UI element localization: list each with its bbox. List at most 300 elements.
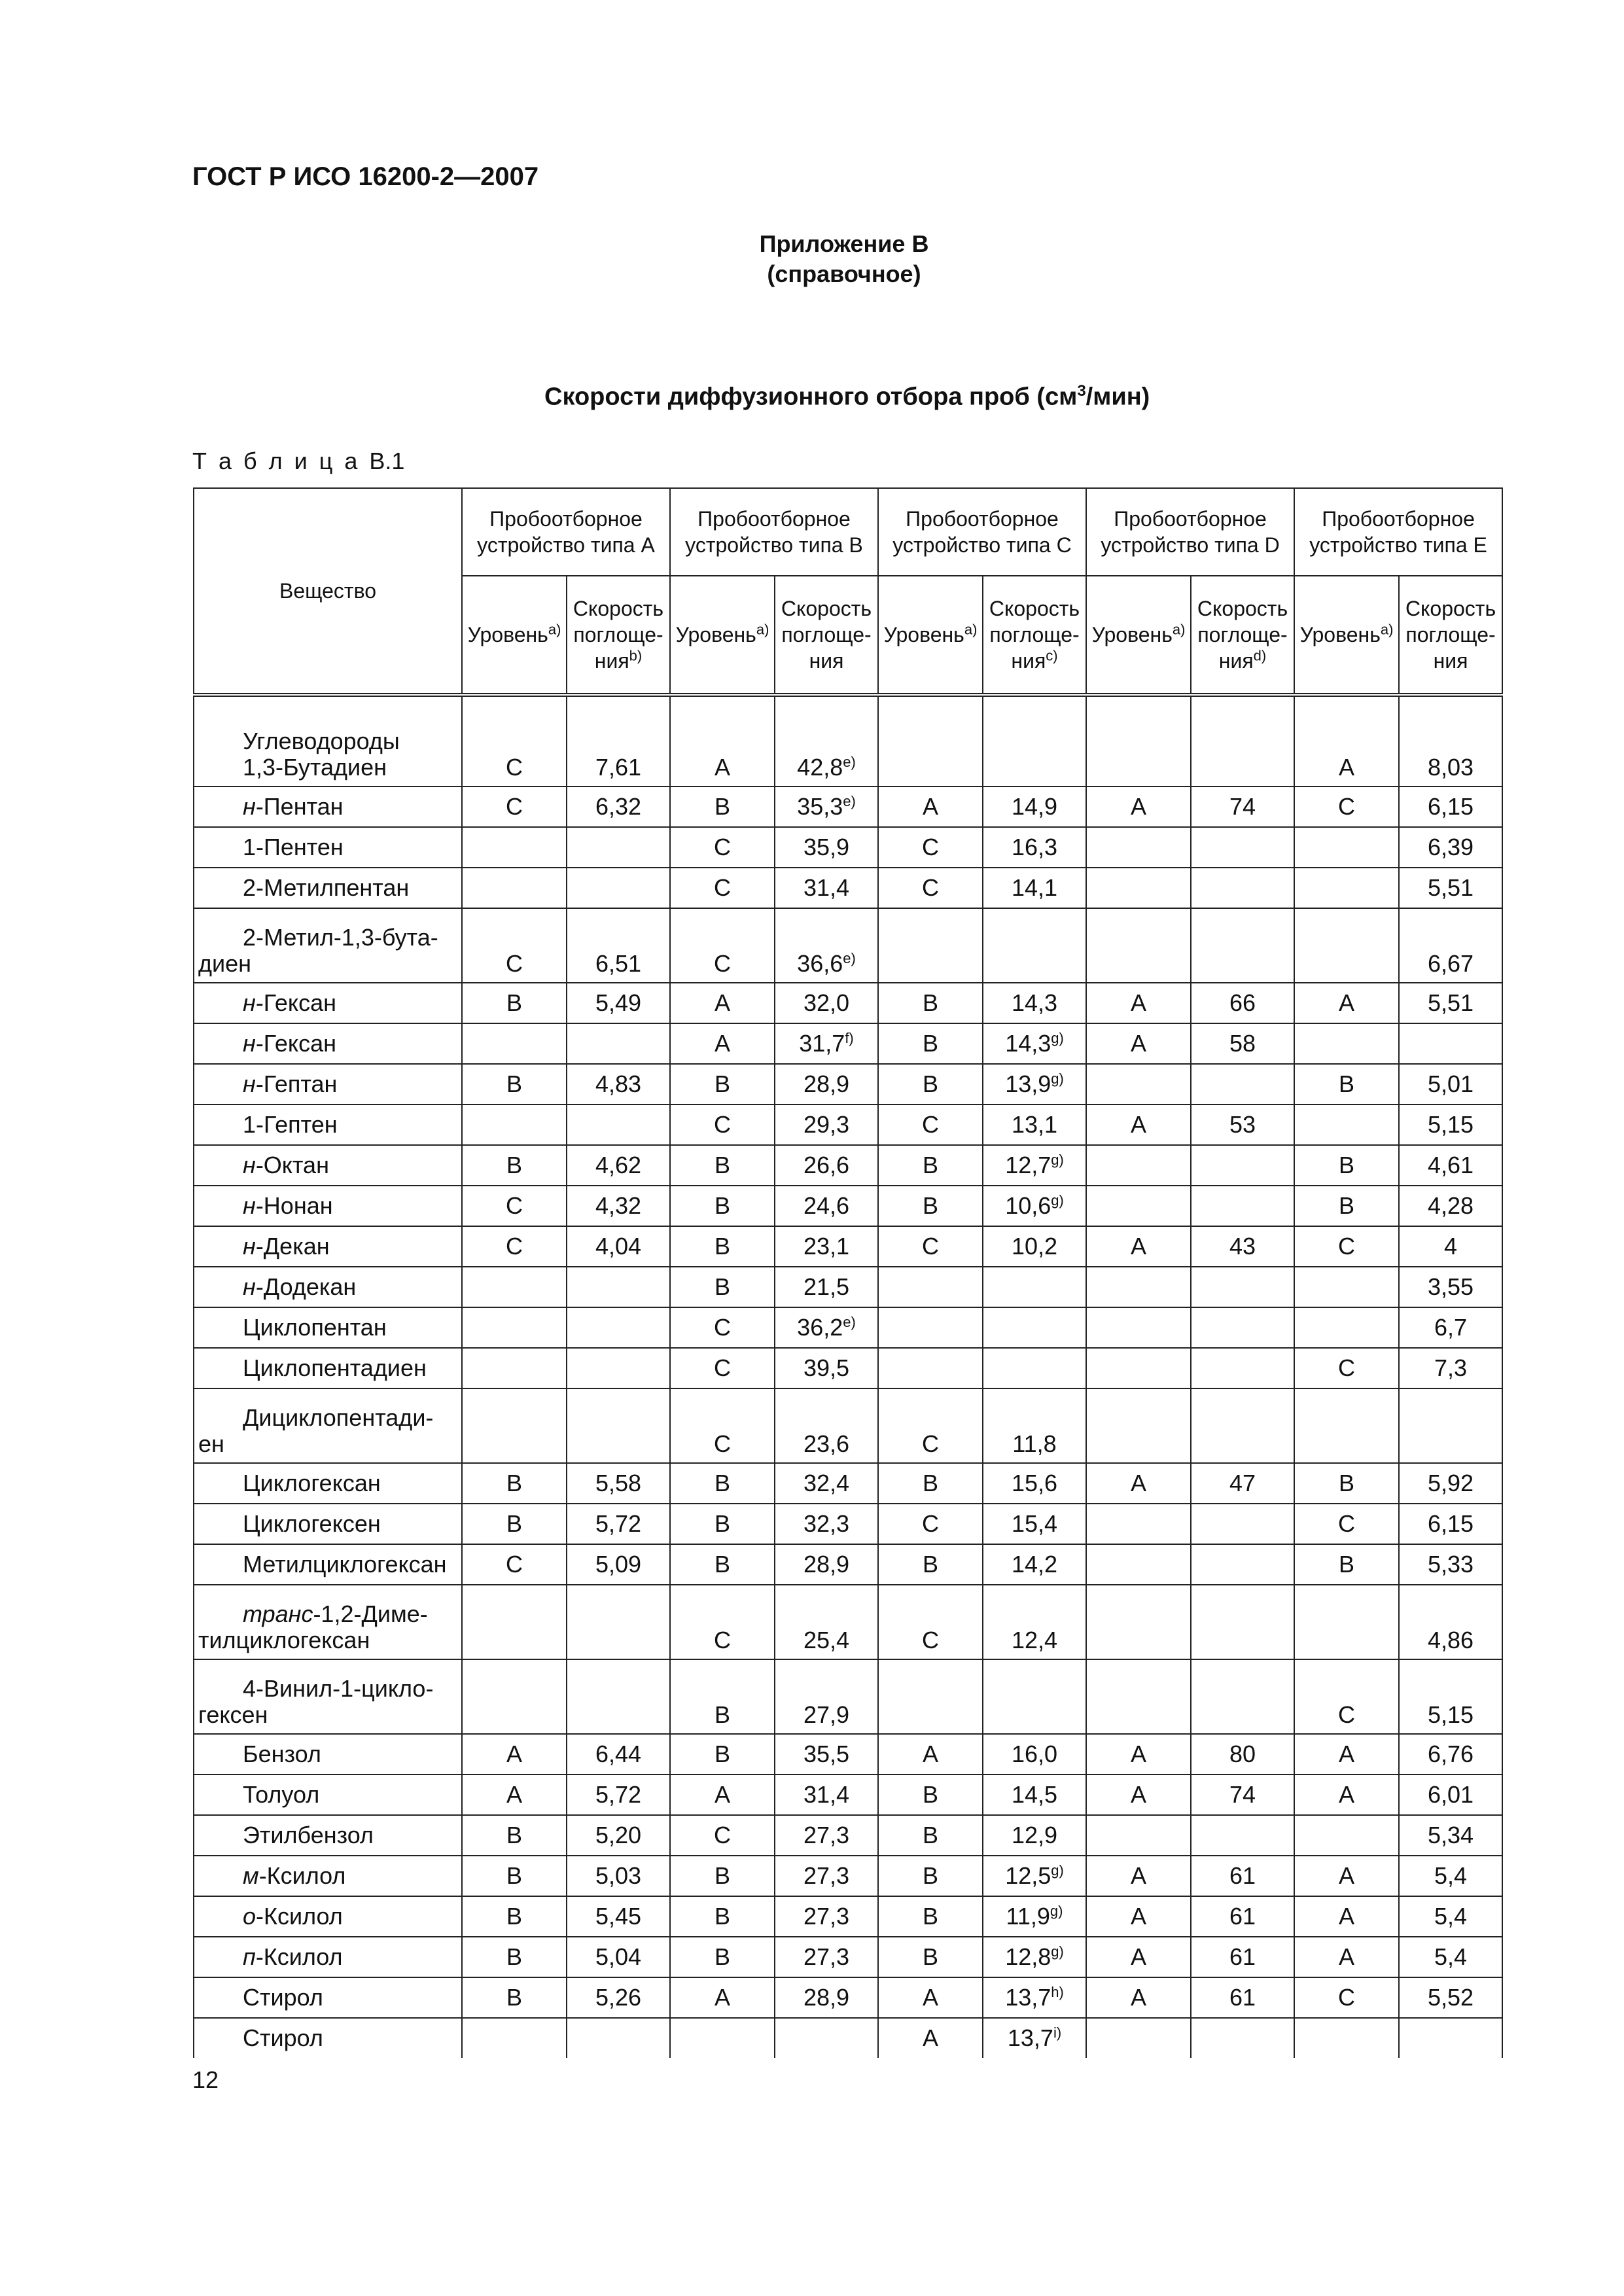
level-cell: [1294, 1307, 1399, 1348]
rate-cell: 47: [1191, 1463, 1294, 1504]
substance-name: н-Гексан: [194, 983, 462, 1023]
level-cell: B: [670, 1544, 775, 1585]
level-cell: B: [878, 1463, 983, 1504]
level-cell: A: [1294, 1937, 1399, 1977]
rate-cell: 4: [1399, 1226, 1502, 1267]
rate-cell: 12,7$^{g)}$: [983, 1145, 1086, 1186]
substance-name: Стирол: [194, 1977, 462, 2018]
rate-cell: 13,1: [983, 1104, 1086, 1145]
table-row: [194, 1937, 1502, 1977]
level-cell: C: [670, 908, 775, 983]
level-cell: C: [462, 786, 567, 827]
rate-cell: 80: [1191, 1734, 1294, 1775]
level-cell: B: [462, 1463, 567, 1504]
table-row: [194, 1267, 1502, 1307]
rate-cell: 5,52: [1399, 1977, 1502, 2018]
rate-cell: 31,7$^{f)}$: [775, 1023, 878, 1064]
level-cell: A: [1086, 1463, 1191, 1504]
level-cell: B: [670, 1896, 775, 1937]
rate-cell: [983, 1307, 1086, 1348]
substance-name: 1-Гептен: [194, 1104, 462, 1145]
level-cell: B: [1294, 1064, 1399, 1104]
level-cell: [878, 1348, 983, 1388]
level-cell: C: [670, 1815, 775, 1856]
table-row: [194, 695, 1502, 786]
level-cell: [878, 1659, 983, 1734]
level-cell: A: [1294, 1856, 1399, 1896]
rate-cell: 7,61: [567, 695, 670, 786]
rate-cell: 12,4: [983, 1585, 1086, 1659]
level-cell: A: [1086, 1937, 1191, 1977]
level-cell: A: [1086, 1856, 1191, 1896]
table-row: [194, 1856, 1502, 1896]
level-cell: [1086, 1388, 1191, 1463]
level-cell: B: [670, 1937, 775, 1977]
rate-cell: 31,4: [775, 1775, 878, 1815]
rate-cell: 14,1: [983, 868, 1086, 908]
rate-cell: 6,76: [1399, 1734, 1502, 1775]
substance-name: 2-Метилпентан: [194, 868, 462, 908]
level-cell: [1294, 1023, 1399, 1064]
rate-cell: 36,2$^{e)}$: [775, 1307, 878, 1348]
rate-cell: 10,2: [983, 1226, 1086, 1267]
rate-cell: 11,8: [983, 1388, 1086, 1463]
rate-cell: 61: [1191, 1856, 1294, 1896]
rate-cell: 13,7$^{i)}$: [983, 2018, 1086, 2058]
rate-cell: 5,4: [1399, 1896, 1502, 1937]
level-cell: [878, 695, 983, 786]
rate-cell: 5,72: [567, 1775, 670, 1815]
rate-cell: 6,32: [567, 786, 670, 827]
level-cell: [1294, 2018, 1399, 2058]
diffusion-rates-table: [193, 487, 1503, 2058]
level-cell: [462, 1659, 567, 1734]
level-cell: [462, 1267, 567, 1307]
level-cell: B: [670, 1856, 775, 1896]
substance-name: о-Ксилол: [194, 1896, 462, 1937]
level-header: Уровень$^{a)}$: [462, 576, 567, 695]
rate-cell: [983, 1267, 1086, 1307]
rate-cell: [1191, 1388, 1294, 1463]
level-cell: B: [462, 983, 567, 1023]
level-cell: C: [462, 1544, 567, 1585]
rate-cell: 27,3: [775, 1815, 878, 1856]
document-id: ГОСТ Р ИСО 16200-2—2007: [192, 162, 539, 191]
substance-name: Метилциклогексан: [194, 1544, 462, 1585]
level-cell: B: [462, 1064, 567, 1104]
rate-cell: [567, 1267, 670, 1307]
level-cell: B: [1294, 1186, 1399, 1226]
rate-cell: 14,2: [983, 1544, 1086, 1585]
level-cell: B: [878, 1023, 983, 1064]
table-row: [194, 1307, 1502, 1348]
rate-cell: 15,4: [983, 1504, 1086, 1544]
level-cell: C: [878, 1585, 983, 1659]
level-cell: C: [1294, 1348, 1399, 1388]
rate-cell: [567, 2018, 670, 2058]
rate-header: Скорость поглоще- ния$^{c)}$: [983, 576, 1086, 695]
rate-cell: 5,15: [1399, 1104, 1502, 1145]
rate-header: Скорость поглоще- ния$^{d)}$: [1191, 576, 1294, 695]
substance-name: п-Ксилол: [194, 1937, 462, 1977]
substance-name: н-Нонан: [194, 1186, 462, 1226]
rate-cell: 21,5: [775, 1267, 878, 1307]
level-cell: C: [670, 1348, 775, 1388]
level-cell: B: [878, 1775, 983, 1815]
substance-name: н-Додекан: [194, 1267, 462, 1307]
level-cell: [878, 1267, 983, 1307]
table-row: [194, 868, 1502, 908]
rate-header: Скорость поглоще- ния: [1399, 576, 1502, 695]
level-cell: A: [1086, 1023, 1191, 1064]
level-cell: [1294, 908, 1399, 983]
level-header: Уровень$^{a)}$: [1294, 576, 1399, 695]
level-cell: C: [878, 1226, 983, 1267]
rate-cell: 35,5: [775, 1734, 878, 1775]
substance-name: Толуол: [194, 1775, 462, 1815]
level-cell: B: [878, 1815, 983, 1856]
level-cell: C: [670, 1104, 775, 1145]
rate-cell: 14,5: [983, 1775, 1086, 1815]
level-cell: A: [1086, 1775, 1191, 1815]
level-cell: B: [462, 1896, 567, 1937]
level-cell: [462, 1585, 567, 1659]
table-row: [194, 1064, 1502, 1104]
rate-cell: 5,04: [567, 1937, 670, 1977]
rate-cell: 6,44: [567, 1734, 670, 1775]
level-cell: B: [462, 1145, 567, 1186]
group-header: Пробоотборное устройство типа А: [462, 488, 670, 576]
level-cell: C: [670, 1585, 775, 1659]
level-cell: [1086, 1348, 1191, 1388]
rate-cell: 14,3$^{g)}$: [983, 1023, 1086, 1064]
level-cell: [1086, 1585, 1191, 1659]
level-cell: B: [878, 1186, 983, 1226]
group-header: Пробоотборное устройство типа Е: [1294, 488, 1502, 576]
level-cell: C: [462, 908, 567, 983]
substance-name: Стирол: [194, 2018, 462, 2058]
rate-cell: 11,9$^{g)}$: [983, 1896, 1086, 1937]
rate-cell: 10,6$^{g)}$: [983, 1186, 1086, 1226]
level-cell: B: [670, 1463, 775, 1504]
rate-cell: 28,9: [775, 1064, 878, 1104]
rate-cell: [567, 1307, 670, 1348]
rate-cell: 27,3: [775, 1856, 878, 1896]
rate-cell: 29,3: [775, 1104, 878, 1145]
level-cell: C: [878, 1104, 983, 1145]
level-cell: [1294, 1388, 1399, 1463]
level-cell: [1086, 908, 1191, 983]
level-cell: [1086, 1307, 1191, 1348]
table-row: [194, 786, 1502, 827]
level-cell: B: [878, 1145, 983, 1186]
rate-cell: [1191, 868, 1294, 908]
level-cell: [1086, 1504, 1191, 1544]
level-cell: A: [1086, 786, 1191, 827]
rate-cell: 4,86: [1399, 1585, 1502, 1659]
level-cell: A: [878, 1734, 983, 1775]
substance-name: 4-Винил-1-цикло- гексен: [194, 1659, 462, 1734]
level-cell: A: [1294, 1896, 1399, 1937]
substance-name: н-Гептан: [194, 1064, 462, 1104]
substance-name: Бензол: [194, 1734, 462, 1775]
level-header: Уровень$^{a)}$: [1086, 576, 1191, 695]
group-header: Пробоотборное устройство типа С: [878, 488, 1086, 576]
substance-name: 2-Метил-1,3-бута- диен: [194, 908, 462, 983]
level-cell: A: [670, 983, 775, 1023]
level-cell: C: [670, 1307, 775, 1348]
rate-cell: 5,92: [1399, 1463, 1502, 1504]
substance-name: н-Октан: [194, 1145, 462, 1186]
level-cell: A: [1294, 1775, 1399, 1815]
rate-cell: 5,26: [567, 1977, 670, 2018]
level-cell: B: [670, 1267, 775, 1307]
rate-cell: 66: [1191, 983, 1294, 1023]
level-cell: [1086, 2018, 1191, 2058]
rate-cell: 5,72: [567, 1504, 670, 1544]
group-header: Пробоотборное устройство типа D: [1086, 488, 1294, 576]
table-row: [194, 1734, 1502, 1775]
level-header: Уровень$^{a)}$: [670, 576, 775, 695]
rate-cell: 28,9: [775, 1544, 878, 1585]
level-cell: C: [462, 695, 567, 786]
table-row: [194, 1104, 1502, 1145]
level-cell: [1086, 1815, 1191, 1856]
rate-cell: 5,45: [567, 1896, 670, 1937]
substance-name: Циклопентан: [194, 1307, 462, 1348]
rate-cell: 12,8$^{g)}$: [983, 1937, 1086, 1977]
rate-cell: 39,5: [775, 1348, 878, 1388]
rate-cell: 5,4: [1399, 1937, 1502, 1977]
rate-cell: [567, 1388, 670, 1463]
level-cell: [1294, 1585, 1399, 1659]
table-row: [194, 983, 1502, 1023]
table-row: [194, 1463, 1502, 1504]
level-cell: C: [462, 1186, 567, 1226]
level-cell: B: [670, 1064, 775, 1104]
rate-cell: 16,3: [983, 827, 1086, 868]
rate-cell: [1191, 1145, 1294, 1186]
rate-cell: 31,4: [775, 868, 878, 908]
rate-cell: 35,9: [775, 827, 878, 868]
level-cell: [462, 2018, 567, 2058]
rate-cell: 26,6: [775, 1145, 878, 1186]
rate-cell: 5,4: [1399, 1856, 1502, 1896]
rate-cell: [1399, 2018, 1502, 2058]
table-row: [194, 1815, 1502, 1856]
table-row: [194, 1023, 1502, 1064]
table-row: [194, 1659, 1502, 1734]
level-cell: B: [670, 786, 775, 827]
table-row: [194, 1226, 1502, 1267]
rate-cell: [567, 1348, 670, 1388]
level-cell: B: [670, 1734, 775, 1775]
substance-header: Вещество: [194, 488, 462, 695]
level-cell: B: [878, 1544, 983, 1585]
rate-header: Скорость поглоще- ния$^{b)}$: [567, 576, 670, 695]
rate-cell: 23,6: [775, 1388, 878, 1463]
rate-cell: [567, 868, 670, 908]
table-caption: Скорости диффузионного отбора проб $(см^3/мин)$: [544, 382, 1150, 411]
rate-cell: 4,28: [1399, 1186, 1502, 1226]
rate-cell: 42,8$^{e)}$: [775, 695, 878, 786]
level-cell: [670, 2018, 775, 2058]
level-cell: B: [462, 1504, 567, 1544]
level-cell: C: [1294, 1504, 1399, 1544]
level-cell: [1086, 695, 1191, 786]
level-cell: [878, 908, 983, 983]
substance-name: н-Декан: [194, 1226, 462, 1267]
table-row: [194, 1977, 1502, 2018]
rate-cell: 74: [1191, 1775, 1294, 1815]
rate-cell: [1191, 695, 1294, 786]
level-cell: A: [670, 1775, 775, 1815]
rate-cell: [983, 1659, 1086, 1734]
substance-name: 1-Пентен: [194, 827, 462, 868]
table-row: [194, 1544, 1502, 1585]
table-row: [194, 1896, 1502, 1937]
table-label: Т а б л и ц а В.1: [192, 448, 405, 474]
rate-cell: [1399, 1388, 1502, 1463]
level-cell: A: [878, 2018, 983, 2058]
rate-cell: 74: [1191, 786, 1294, 827]
level-cell: B: [670, 1145, 775, 1186]
rate-cell: [567, 1659, 670, 1734]
substance-name: Дициклопентади- ен: [194, 1388, 462, 1463]
level-cell: [1294, 1104, 1399, 1145]
level-cell: C: [670, 1388, 775, 1463]
level-cell: B: [670, 1226, 775, 1267]
rate-cell: [1191, 1348, 1294, 1388]
level-cell: C: [1294, 1226, 1399, 1267]
rate-cell: [983, 908, 1086, 983]
table-row: [194, 1585, 1502, 1659]
level-cell: A: [1294, 695, 1399, 786]
level-cell: B: [462, 1977, 567, 2018]
level-cell: C: [1294, 1977, 1399, 2018]
rate-cell: 53: [1191, 1104, 1294, 1145]
rate-cell: 4,83: [567, 1064, 670, 1104]
level-cell: B: [462, 1937, 567, 1977]
level-cell: [1086, 1544, 1191, 1585]
rate-cell: 32,4: [775, 1463, 878, 1504]
table-row: [194, 2018, 1502, 2058]
rate-cell: 16,0: [983, 1734, 1086, 1775]
level-cell: A: [670, 1977, 775, 2018]
rate-cell: 12,5$^{g)}$: [983, 1856, 1086, 1896]
rate-cell: 13,9$^{g)}$: [983, 1064, 1086, 1104]
rate-cell: 4,62: [567, 1145, 670, 1186]
rate-cell: [1191, 1659, 1294, 1734]
level-cell: [1086, 827, 1191, 868]
rate-cell: 36,6$^{e)}$: [775, 908, 878, 983]
level-cell: B: [878, 1064, 983, 1104]
rate-cell: 5,34: [1399, 1815, 1502, 1856]
level-cell: [462, 827, 567, 868]
rate-cell: 14,9: [983, 786, 1086, 827]
level-cell: A: [1294, 1734, 1399, 1775]
rate-cell: [1399, 1023, 1502, 1064]
level-cell: [1294, 868, 1399, 908]
rate-cell: 24,6: [775, 1186, 878, 1226]
substance-name: м-Ксилол: [194, 1856, 462, 1896]
rate-cell: [1191, 908, 1294, 983]
rate-cell: 28,9: [775, 1977, 878, 2018]
rate-cell: [983, 1348, 1086, 1388]
level-cell: B: [670, 1659, 775, 1734]
level-cell: B: [462, 1815, 567, 1856]
rate-cell: 6,15: [1399, 786, 1502, 827]
rate-cell: 23,1: [775, 1226, 878, 1267]
rate-cell: [775, 2018, 878, 2058]
table-row: [194, 1186, 1502, 1226]
rate-cell: 6,01: [1399, 1775, 1502, 1815]
rate-cell: 5,03: [567, 1856, 670, 1896]
table-row: [194, 1388, 1502, 1463]
rate-cell: 35,3$^{e)}$: [775, 786, 878, 827]
level-cell: C: [462, 1226, 567, 1267]
rate-cell: 25,4: [775, 1585, 878, 1659]
annex-subtitle: (справочное): [767, 260, 921, 287]
level-cell: [462, 868, 567, 908]
level-cell: B: [878, 1896, 983, 1937]
level-cell: B: [878, 1856, 983, 1896]
rate-cell: [1191, 2018, 1294, 2058]
rate-cell: 6,51: [567, 908, 670, 983]
level-cell: [1294, 1267, 1399, 1307]
rate-cell: 4,61: [1399, 1145, 1502, 1186]
level-cell: C: [878, 1504, 983, 1544]
level-cell: A: [1086, 1104, 1191, 1145]
level-cell: B: [670, 1504, 775, 1544]
level-cell: A: [1086, 1226, 1191, 1267]
rate-cell: [567, 1585, 670, 1659]
rate-cell: 14,3: [983, 983, 1086, 1023]
rate-cell: 27,9: [775, 1659, 878, 1734]
rate-cell: 5,20: [567, 1815, 670, 1856]
rate-cell: 5,51: [1399, 868, 1502, 908]
substance-name: Циклогексен: [194, 1504, 462, 1544]
level-cell: [878, 1307, 983, 1348]
rate-cell: 5,33: [1399, 1544, 1502, 1585]
rate-cell: 32,0: [775, 983, 878, 1023]
level-cell: A: [1086, 983, 1191, 1023]
level-cell: [462, 1348, 567, 1388]
level-cell: [1294, 1815, 1399, 1856]
level-cell: A: [878, 786, 983, 827]
rate-cell: 43: [1191, 1226, 1294, 1267]
rate-cell: 5,15: [1399, 1659, 1502, 1734]
rate-cell: [1191, 1815, 1294, 1856]
table-row: [194, 1504, 1502, 1544]
table-row: [194, 908, 1502, 983]
substance-name: н-Пентан: [194, 786, 462, 827]
level-cell: [1086, 1064, 1191, 1104]
rate-cell: [1191, 1307, 1294, 1348]
rate-cell: 13,7$^{h)}$: [983, 1977, 1086, 2018]
level-cell: C: [878, 827, 983, 868]
rate-cell: 27,3: [775, 1937, 878, 1977]
level-cell: C: [878, 868, 983, 908]
level-cell: A: [462, 1775, 567, 1815]
level-cell: B: [670, 1186, 775, 1226]
rate-cell: [1191, 1267, 1294, 1307]
rate-cell: 32,3: [775, 1504, 878, 1544]
annex-title: Приложение В: [759, 230, 929, 257]
level-cell: A: [1294, 983, 1399, 1023]
level-cell: C: [670, 868, 775, 908]
rate-cell: 6,39: [1399, 827, 1502, 868]
